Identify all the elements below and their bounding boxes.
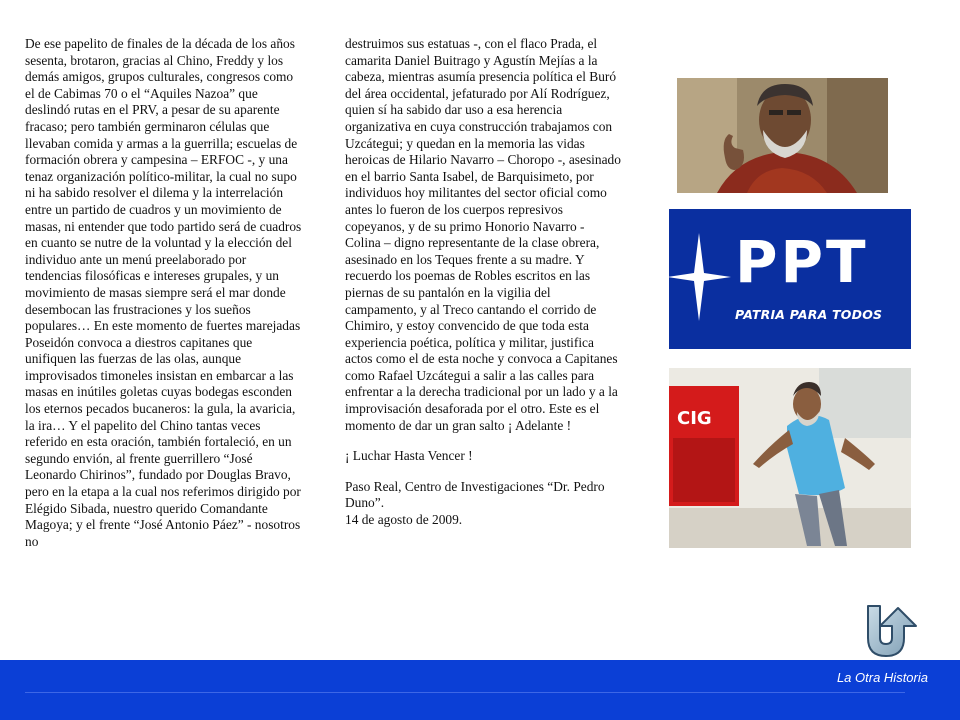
- footer-label: La Otra Historia: [836, 670, 928, 685]
- photo-man-thumbs-up: [677, 78, 888, 193]
- ppt-logo: [669, 209, 911, 349]
- signature-place: Paso Real, Centro de Investigaciones “Dr. Pedro Duno”.: [345, 478, 605, 511]
- star-icon: [669, 233, 731, 321]
- article-paragraph: De ese papelito de finales de la década de los años sesenta, brotaron, gracias al Chino, Freddy y los demás amigos, grupos culturales, congresos como el de Cabimas 70 o el “Aquiles Nazoa” que deslindó rutas en el PRV, a pesar de su aparente fracaso; pero también germinaron células que llevaban comida y armas a la guerrilla; escuelas de formación obrera y campesina – ERFOC -, y una tenaz organización político-militar, la cual no supo ni ha sabido resolver el dilema y la interrelación entre un partido de cuadros y un movimiento de masas, ni entender que todo partido será de cuadros en cuanto se nutre de la voluntad y la elección del individuo ante un menú preelaborado por tendencias filosóficas e intereses grupales, y un movimiento de masas siempre será el mar donde desembocan las frustraciones y los sueños populares… En este momento de fuertes marejadas Poseidón convoca a diestros capitanes que unifiquen las fuerzas de las olas, aunque improvisados timoneles insistan en embarcar a las masas en inútiles goletas cuyas bodegas esconden los eternos pecados bucaneros: la gula, la avaricia, la ira… Y el papelito del Chino tantas veces referido en esta oración, también fortaleció, en un segundo envión, al frente guerrillero “José Leonardo Chirinos”, fundado por Douglas Bravo, pero en la etapa a la cual nos referimos dirigido por Elégido Sibada, nuestro querido Comandante Magoya; y el frente “José Antonio Páez” - nosotros no: [25, 36, 302, 549]
- signature-block: [345, 479, 623, 529]
- return-button[interactable]: [864, 604, 930, 660]
- photo-man-leaning: [669, 368, 911, 548]
- footer-bar: [0, 660, 960, 720]
- article-column-1: [25, 36, 303, 550]
- logo-wordmark: PPT: [735, 228, 869, 296]
- signature-date: 14 de agosto de 2009.: [345, 512, 463, 528]
- footer-divider: [25, 692, 905, 693]
- u-turn-arrow-icon: [864, 604, 930, 660]
- banner-logo-text: CIG: [677, 408, 712, 429]
- article-paragraph: destruimos sus estatuas -, con el flaco Prada, el camarita Daniel Buitrago y Agustín Mejías a la cabeza, mientras asumía presencia política el Buró del área occidental, jefaturado por Alí Rodríguez, quien sí ha sabido dar uso a esa herencia organizativa en cuya construcción trabajamos con Uzcátegui; y quedan en la memoria las vidas heroicas de Hilario Navarro – Choropo -, asesinado en el barrio Santa Isabel, de Barquisimeto, por individuos hoy militantes del sector oficial como antes lo fueron de los cuerpos represivos copeyanos, y de su primo Honorio Navarro - Colina – digno representante de la clase obrera, asesinado en los Teques frente a su madre. Y recuerdo los poemas de Robles escritos en las piernas de su pantalón en la vigilia del campamento, y al Treco cantando el corrido de Chimiro, y estoy convencido de que toda esta experiencia poética, política y militar, justifica actos como el de esta noche y convoca a Capitanes como Rafael Uzcátegui a salir a las calles para enfrentar a la derecha tradicional por un lado y a la improvisación desaforada por el otro. Este es el momento de dar un gran salto ¡ Adelante !: [345, 36, 621, 433]
- article-column-2: [345, 36, 623, 529]
- closing-slogan: ¡ Luchar Hasta Vencer !: [345, 448, 473, 464]
- logo-subtitle: PATRIA PARA TODOS: [735, 307, 883, 322]
